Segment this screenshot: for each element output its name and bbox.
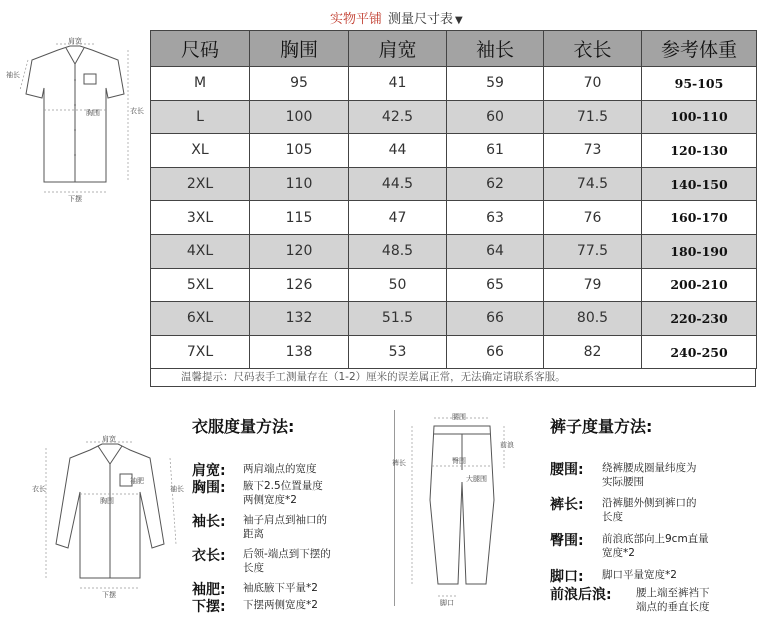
method-desc-continued: 端点的垂直长度: [636, 601, 710, 613]
cell-sleeve: 59: [447, 67, 544, 101]
shirt-sketch-label-chest: 胸围: [100, 497, 114, 505]
method-desc: 绕裤腰成圈量纬度为: [602, 462, 697, 474]
method-desc: 袖底腋下平量*2: [243, 582, 318, 594]
sketch-label-chest: 胸围: [86, 109, 100, 117]
shirt-sketch-label-sleeve-width: 袖肥: [130, 477, 144, 485]
method-desc-continued: 距离: [243, 528, 264, 540]
cell-length: 74.5: [544, 167, 642, 201]
cell-sleeve: 65: [447, 268, 544, 302]
method-term: 袖肥:: [192, 582, 226, 598]
method-term: 前浪后浪:: [550, 587, 612, 603]
method-term: 下摆:: [192, 599, 226, 615]
cell-sleeve: 63: [447, 201, 544, 235]
cell-shoulder: 47: [349, 201, 447, 235]
sketch-label-sleeve: 袖长: [6, 71, 20, 79]
pants-method-title: 裤子度量方法:: [550, 417, 653, 436]
cell-chest: 95: [250, 67, 349, 101]
cell-weight: 240-250: [642, 335, 757, 369]
method-desc-continued: 长度: [243, 562, 264, 574]
cell-chest: 110: [250, 167, 349, 201]
header-sleeve: 袖长: [447, 31, 544, 67]
method-desc: 腰上端至裤裆下: [636, 587, 710, 599]
cell-shoulder: 44.5: [349, 167, 447, 201]
header-weight: 参考体重: [642, 31, 757, 67]
cell-sleeve: 60: [447, 100, 544, 134]
cell-chest: 115: [250, 201, 349, 235]
shirt-sketch-label-hem: 下摆: [102, 591, 116, 599]
cell-size: 3XL: [151, 201, 250, 235]
method-desc: 沿裤腿外侧到裤口的: [602, 497, 697, 509]
cell-length: 77.5: [544, 234, 642, 268]
pants-sketch-label-front-rise: 前浪: [500, 441, 514, 449]
method-desc-continued: 宽度*2: [602, 547, 635, 559]
cell-shoulder: 48.5: [349, 234, 447, 268]
shirt-measure-sketch: [30, 428, 190, 608]
pants-sketch-label-length: 裤长: [392, 459, 406, 467]
pants-measure-sketch: [388, 410, 528, 610]
cell-size: 6XL: [151, 302, 250, 336]
cell-size: 5XL: [151, 268, 250, 302]
size-chart-table: [150, 30, 757, 369]
cell-shoulder: 42.5: [349, 100, 447, 134]
cell-chest: 138: [250, 335, 349, 369]
cell-size: M: [151, 67, 250, 101]
caption-red-text: 实物平铺: [330, 12, 383, 27]
method-term: 肩宽:: [192, 463, 226, 479]
cell-weight: 220-230: [642, 302, 757, 336]
cell-weight: 100-110: [642, 100, 757, 134]
method-term: 衣长:: [192, 548, 226, 564]
cell-sleeve: 66: [447, 335, 544, 369]
cell-weight: 200-210: [642, 268, 757, 302]
method-desc-continued: 长度: [602, 511, 623, 523]
method-term: 脚口:: [550, 569, 584, 585]
table-row: [151, 302, 757, 336]
method-desc: 两肩端点的宽度: [243, 463, 317, 475]
method-desc: 下摆两侧宽度*2: [243, 599, 318, 611]
table-row: [151, 234, 757, 268]
table-row: [151, 100, 757, 134]
pants-sketch-label-waist: 腰围: [452, 413, 466, 421]
cell-sleeve: 66: [447, 302, 544, 336]
table-row: [151, 268, 757, 302]
caption-arrow-icon: ▼: [455, 15, 463, 26]
cell-weight: 120-130: [642, 134, 757, 168]
cell-length: 70: [544, 67, 642, 101]
cell-sleeve: 62: [447, 167, 544, 201]
shirt-method-title: 衣服度量方法:: [192, 417, 295, 436]
cell-sleeve: 61: [447, 134, 544, 168]
caption-title: 测量尺寸表: [388, 12, 454, 27]
cell-size: XL: [151, 134, 250, 168]
shirt-sketch-label-shoulder: 肩宽: [102, 435, 116, 443]
method-desc: 脚口平量宽度*2: [602, 569, 677, 581]
header-shoulder: 肩宽: [349, 31, 447, 67]
cell-shoulder: 53: [349, 335, 447, 369]
cell-chest: 100: [250, 100, 349, 134]
table-row: [151, 201, 757, 235]
shirt-flat-sketch: [0, 30, 150, 210]
cell-shoulder: 50: [349, 268, 447, 302]
cell-length: 73: [544, 134, 642, 168]
sketch-label-length: 衣长: [130, 107, 144, 115]
cell-length: 71.5: [544, 100, 642, 134]
cell-chest: 120: [250, 234, 349, 268]
pants-sketch-label-leg-opening: 脚口: [440, 599, 454, 607]
header-chest: 胸围: [250, 31, 349, 67]
shirt-sketch-label-length: 衣长: [32, 485, 46, 493]
cell-length: 80.5: [544, 302, 642, 336]
shirt-outline-icon: [0, 30, 150, 210]
table-note: 温馨提示：尺码表手工测量存在（1-2）厘米的误差属正常，无法确定请联系客服。: [150, 369, 756, 387]
cell-weight: 160-170: [642, 201, 757, 235]
table-row: [151, 134, 757, 168]
sketch-label-hem: 下摆: [68, 195, 82, 203]
cell-sleeve: 64: [447, 234, 544, 268]
pants-sketch-label-thigh: 大腿围: [466, 475, 487, 483]
method-desc: 前浪底部向上9cm直量: [602, 533, 709, 545]
long-sleeve-shirt-icon: [30, 428, 190, 608]
cell-chest: 132: [250, 302, 349, 336]
method-term: 胸围:: [192, 480, 226, 496]
method-term: 袖长:: [192, 514, 226, 530]
method-desc: 后领-端点到下摆的: [243, 548, 331, 560]
cell-chest: 105: [250, 134, 349, 168]
cell-weight: 180-190: [642, 234, 757, 268]
table-row: [151, 67, 757, 101]
sketch-label-shoulder: 肩宽: [68, 37, 82, 45]
cell-shoulder: 44: [349, 134, 447, 168]
cell-shoulder: 41: [349, 67, 447, 101]
method-desc: 袖子肩点到袖口的: [243, 514, 327, 526]
cell-weight: 140-150: [642, 167, 757, 201]
cell-length: 76: [544, 201, 642, 235]
table-caption: [330, 8, 463, 27]
header-length: 衣长: [544, 31, 642, 67]
method-term: 裤长:: [550, 497, 584, 513]
method-desc: 腋下2.5位置量度: [243, 480, 323, 492]
cell-weight: 95-105: [642, 67, 757, 101]
cell-size: 4XL: [151, 234, 250, 268]
shirt-sketch-label-sleeve: 袖长: [170, 485, 184, 493]
cell-shoulder: 51.5: [349, 302, 447, 336]
pants-sketch-label-hip: 臀围: [452, 457, 466, 465]
cell-size: L: [151, 100, 250, 134]
table-row: [151, 335, 757, 369]
method-term: 腰围:: [550, 462, 584, 478]
cell-size: 7XL: [151, 335, 250, 369]
cell-size: 2XL: [151, 167, 250, 201]
table-row: [151, 167, 757, 201]
table-header-row: [151, 31, 757, 67]
method-term: 臀围:: [550, 533, 584, 549]
cell-chest: 126: [250, 268, 349, 302]
header-size: 尺码: [151, 31, 250, 67]
method-desc-continued: 两侧宽度*2: [243, 494, 297, 506]
cell-length: 82: [544, 335, 642, 369]
method-desc-continued: 实际腰围: [602, 476, 644, 488]
cell-length: 79: [544, 268, 642, 302]
